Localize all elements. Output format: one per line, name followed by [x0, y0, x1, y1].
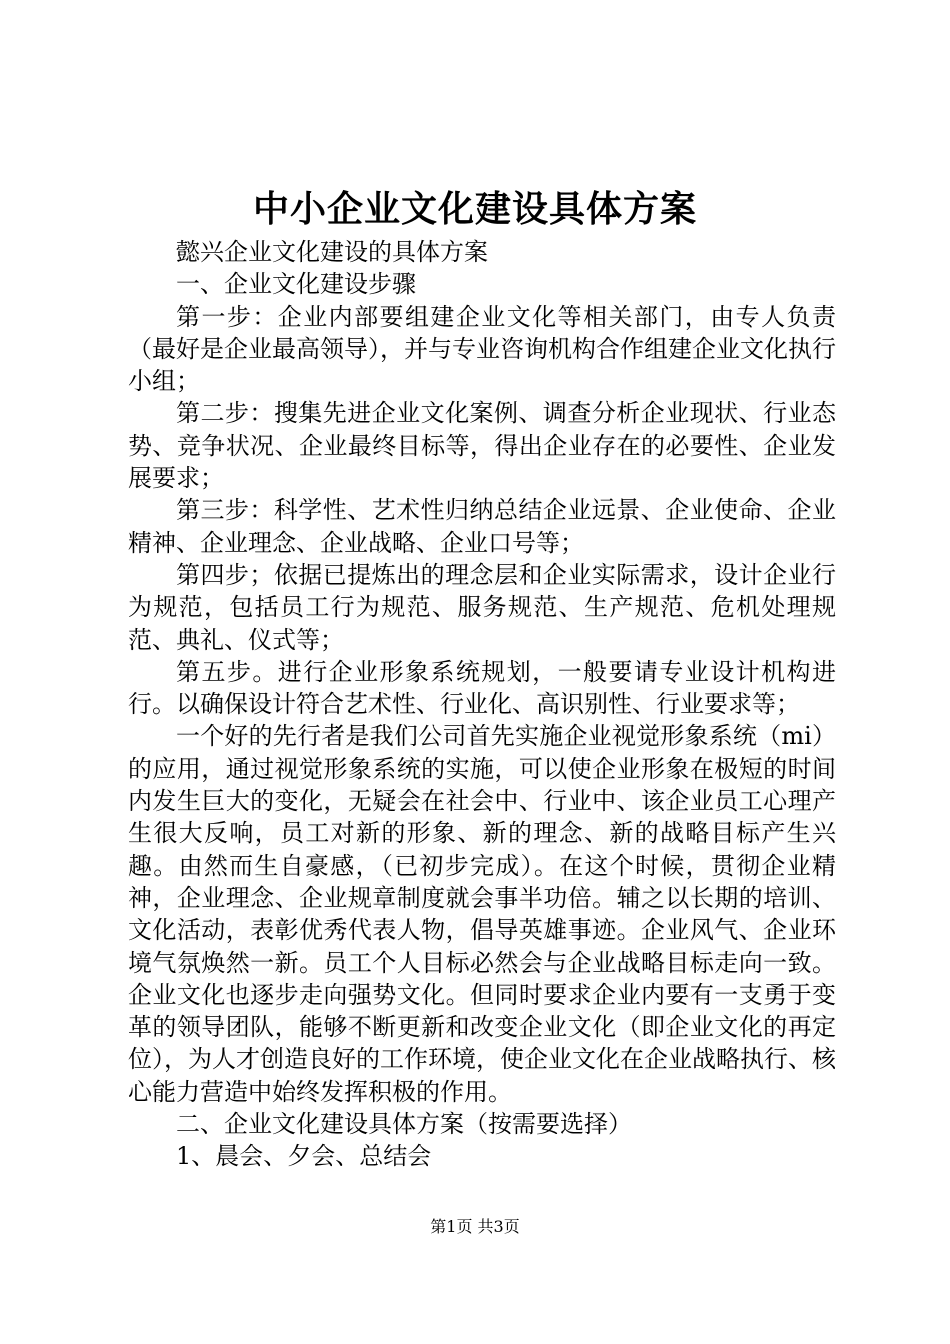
paragraph-item-1: 1、晨会、夕会、总结会 — [176, 1142, 432, 1171]
paragraph-subtitle: 懿兴企业文化建设的具体方案 — [176, 238, 488, 266]
paragraph-section-heading-1: 一、企业文化建设步骤 — [176, 270, 416, 299]
paragraph-step-5: 第五步。进行企业形象系统规划，一般要请专业设计机构进行。以确保设计符合艺术性、行业化、高识别性、行业要求等； — [128, 657, 836, 719]
paragraph-step-4: 第四步；依据已提炼出的理念层和企业实际需求，设计企业行为规范，包括员工行为规范、服务规范、生产规范、危机处理规范、典礼、仪式等； — [128, 560, 836, 654]
paragraph-step-2: 第二步：搜集先进企业文化案例、调查分析企业现状、行业态势、竞争状况、企业最终目标等，得出企业存在的必要性、企业发展要求； — [128, 399, 836, 493]
paragraph-step-3: 第三步：科学性、艺术性归纳总结企业远景、企业使命、企业精神、企业理念、企业战略、企业口号等； — [128, 496, 836, 557]
document-title: 中小企业文化建设具体方案 — [252, 188, 697, 230]
paragraph-section-heading-2: 二、企业文化建设具体方案（按需要选择） — [176, 1110, 632, 1139]
paragraph-body: 一个好的先行者是我们公司首先实施企业视觉形象系统（mi）的应用，通过视觉形象系统的实施，可以使企业形象在极短的时间内发生巨大的变化，无疑会在社会中、行业中、该企业员工心理产生很大反响，员工对新的形象、新的理念、新的战略目标产生兴趣。由然而生自豪感，（已初步完成）。在这个时候，贯彻企业精神，企业理念、企业规章制度就会事半功倍。辅之以长期的培训、文化活动，表彰优秀代表人物，倡导英雄事迹。企业风气、企业环境气氛焕然一新。员工个人目标必然会与企业战略目标走向一致。企业文化也逐步走向强势文化。但同时要求企业内要有一支勇于变革的领导团队，能够不断更新和改变企业文化（即企业文化的再定位），为人才创造良好的工作环境，使企业文化在企业战略执行、核心能力营造中始终发挥积极的作用。 — [128, 722, 836, 1106]
paragraph-step-1: 第一步：企业内部要组建企业文化等相关部门，由专人负责（最好是企业最高领导），并与专业咨询机构合作组建企业文化执行小组； — [128, 302, 836, 396]
page-footer: 第1页 共3页 — [430, 1217, 520, 1236]
document-body — [128, 236, 836, 1173]
